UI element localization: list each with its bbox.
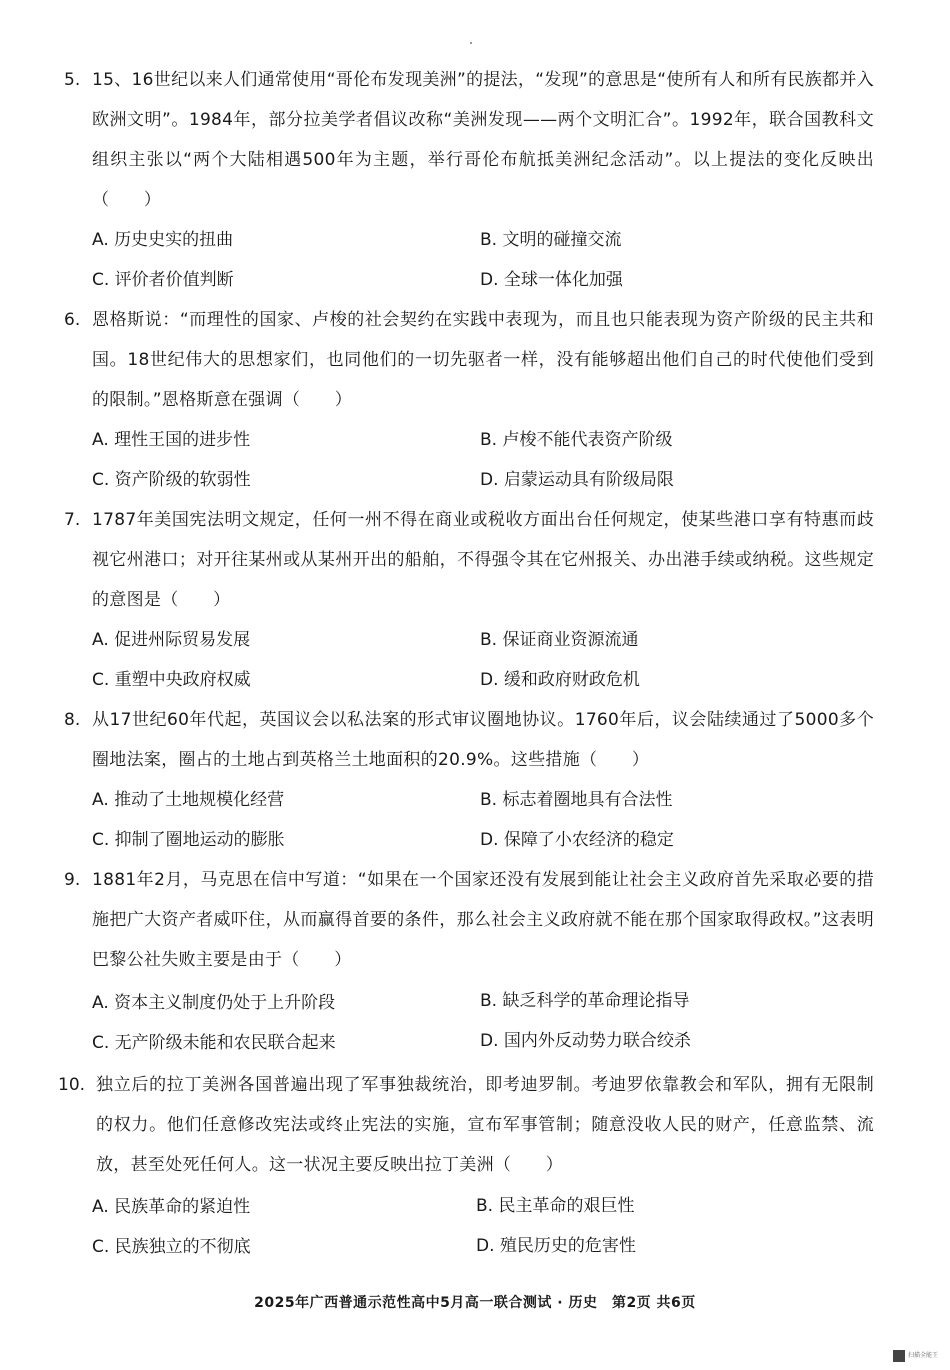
option-a: A. 推动了土地规模化经营 xyxy=(92,790,285,810)
option-b: B. 缺乏科学的革命理论指导 xyxy=(480,991,690,1011)
scanner-logo: 扫描全能王 xyxy=(908,1352,939,1359)
option-a: A. 理性王国的进步性 xyxy=(92,430,251,450)
question-number: 9. xyxy=(64,870,81,890)
option-b: B. 卢梭不能代表资产阶级 xyxy=(480,430,673,450)
page-footer: 2025年广西普通示范性高中5月高一联合测试 · 历史 第2页 共6页 xyxy=(254,1295,696,1311)
option-b: B. 民主革命的艰巨性 xyxy=(476,1196,635,1216)
question-stem: 1881年2月，马克思在信中写道：“如果在一个国家还没有发展到能让社会主义政府首先采取必要的措施把广大资产者威吓住，从而赢得首要的条件，那么社会主义政府就不能在那个国家取得政权。”这表明巴黎公社失败主要是由于（ ） xyxy=(92,870,874,970)
option-b: B. 标志着圈地具有合法性 xyxy=(480,790,673,810)
option-a: A. 资本主义制度仍处于上升阶段 xyxy=(92,993,336,1013)
question-number: 10. xyxy=(58,1075,86,1095)
option-c: C. 抑制了圈地运动的膨胀 xyxy=(92,830,285,850)
option-c: C. 评价者价值判断 xyxy=(92,270,234,290)
option-d: D. 缓和政府财政危机 xyxy=(480,670,640,690)
question-stem: 恩格斯说：“而理性的国家、卢梭的社会契约在实践中表现为，而且也只能表现为资产阶级的民主共和国。18世纪伟大的思想家们，也同他们的一切先驱者一样，没有能够超出他们自己的时代使他们受到的限制。”恩格斯意在强调（ ） xyxy=(92,310,874,410)
option-b: B. 文明的碰撞交流 xyxy=(480,230,622,250)
option-a: A. 历史史实的扭曲 xyxy=(92,230,234,250)
option-c: C. 民族独立的不彻底 xyxy=(92,1237,251,1257)
option-d: D. 全球一体化加强 xyxy=(480,270,623,290)
option-d: D. 国内外反动势力联合绞杀 xyxy=(480,1031,691,1051)
option-c: C. 重塑中央政府权威 xyxy=(92,670,251,690)
question-number: 7. xyxy=(64,510,81,530)
option-c: C. 资产阶级的软弱性 xyxy=(92,470,251,490)
question-number: 8. xyxy=(64,710,81,730)
option-a: A. 促进州际贸易发展 xyxy=(92,630,251,650)
question-number: 6. xyxy=(64,310,81,330)
scan-dot xyxy=(470,42,472,44)
option-d: D. 殖民历史的危害性 xyxy=(476,1236,636,1256)
qr-code-icon xyxy=(893,1350,905,1362)
question-number: 5. xyxy=(64,70,81,90)
question-stem: 1787年美国宪法明文规定，任何一州不得在商业或税收方面出台任何规定，使某些港口享有特惠而歧视它州港口；对开往某州或从某州开出的船舶，不得强令其在它州报关、办出港手续或纳税。这些规定的意图是（ ） xyxy=(92,510,874,610)
option-c: C. 无产阶级未能和农民联合起来 xyxy=(92,1033,336,1053)
question-stem: 独立后的拉丁美洲各国普遍出现了军事独裁统治，即考迪罗制。考迪罗依靠教会和军队，拥有无限制的权力。他们任意修改宪法或终止宪法的实施，宣布军事管制；随意没收人民的财产，任意监禁、流放，甚至处死任何人。这一状况主要反映出拉丁美洲（ ） xyxy=(96,1075,874,1175)
option-b: B. 保证商业资源流通 xyxy=(480,630,639,650)
question-stem: 15、16世纪以来人们通常使用“哥伦布发现美洲”的提法，“发现”的意思是“使所有人和所有民族都并入欧洲文明”。1984年，部分拉美学者倡议改称“美洲发现——两个文明汇合”。1992年，联合国教科文组织主张以“两个大陆相遇500年为主题，举行哥伦布航抵美洲纪念活动”。以上提法的变化反映出（ ） xyxy=(92,70,874,210)
option-d: D. 保障了小农经济的稳定 xyxy=(480,830,674,850)
question-stem: 从17世纪60年代起，英国议会以私法案的形式审议圈地协议。1760年后，议会陆续通过了5000多个圈地法案，圈占的土地占到英格兰土地面积的20.9%。这些措施（ ） xyxy=(92,710,874,770)
option-d: D. 启蒙运动具有阶级局限 xyxy=(480,470,674,490)
option-a: A. 民族革命的紧迫性 xyxy=(92,1197,251,1217)
